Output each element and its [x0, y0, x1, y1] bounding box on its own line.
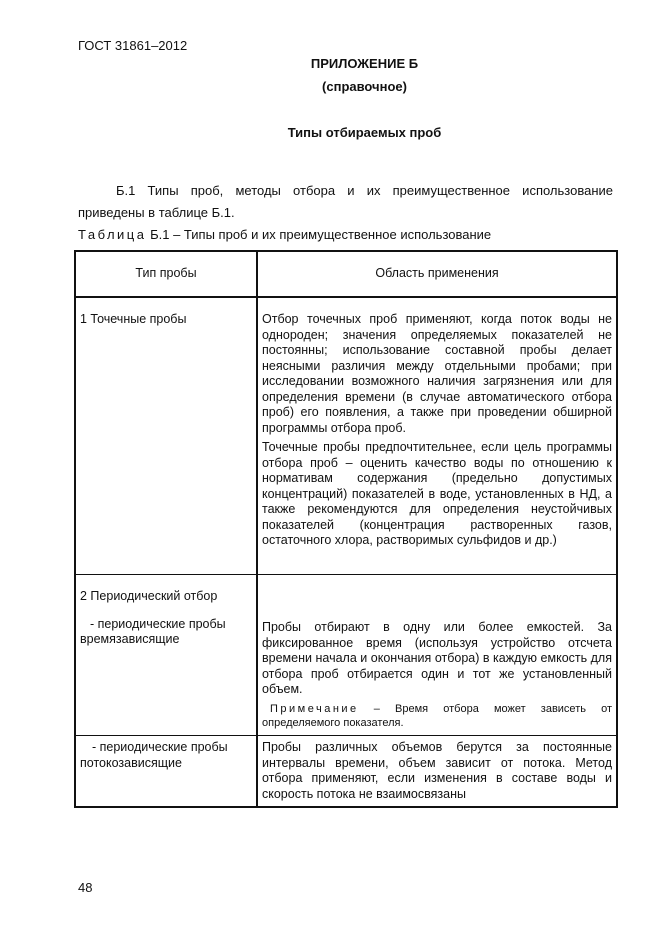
row1-type: 1 Точечные пробы: [80, 312, 187, 326]
row1-usage-paragraph-2: Точечные пробы предпочтительнее, если цель программы отбора проб – оценить качество воды по отношению к нормативам содержания (предельно допустимых концентраций) показателей в воде, установленных в НД, а также рекомендуются для определения неустойчивых показателей (концентрация растворенных газов, остаточного хлора, растворимых сульфидов и др.): [262, 440, 612, 547]
appendix-subtitle: (справочное): [322, 79, 407, 94]
row2-note: [258, 702, 616, 734]
appendix-title: ПРИЛОЖЕНИЕ Б: [310, 56, 419, 71]
row1-usage-cell: [257, 297, 617, 575]
intro-paragraph: Б.1 Типы проб, методы отбора и их преимущественное использование приведены в таблице Б.1.: [78, 183, 613, 220]
section-title: Типы отбираемых проб: [287, 125, 442, 140]
sample-types-table: [74, 250, 618, 808]
row2-subtype: - периодические пробы времязависящие: [80, 616, 226, 646]
row1-usage-paragraph-1: Отбор точечных проб применяют, когда поток воды не однороден; значения определяемых показателей не постоянны; использование составной пробы делает неясными различия между отдельными пробами; при исследовании возможного наличия загрязнения или для определения времени (в случае автоматического отбора проб) его появления, а также при проведении обширной программы отбора проб.: [262, 312, 612, 435]
header-application-area: Область применения: [257, 251, 617, 297]
row3-type: - периодические пробы потокозависящие: [80, 740, 228, 770]
row3-usage-cell: [257, 736, 617, 808]
row2-usage: Пробы отбирают в одну или более емкостей. За фиксированное время (используя устройство отсчета времени начала и окончания отбора) в каждую емкость для отбора проб отбирается один и тот же установленный объем.: [262, 620, 612, 696]
row3-usage: Пробы различных объемов берутся за постоянные интервалы времени, объем зависит от потока. Метод отбора применяют, если изменения в составе воды и скорость потока не взаимосвязаны: [262, 740, 612, 801]
header-sample-type: Тип пробы: [75, 251, 257, 297]
page-number: 48: [78, 880, 93, 895]
note-text: – Время отбора может зависеть от определяемого показателя.: [262, 702, 612, 729]
caption-prefix: Таблица: [78, 227, 147, 242]
table-header-row: [75, 251, 617, 297]
table-row: [75, 297, 617, 575]
row3-type-cell: [75, 736, 257, 808]
table-row: [75, 575, 617, 736]
row2-type-cell: [75, 575, 257, 736]
row2-usage-cell: [257, 575, 617, 736]
row2-type: 2 Периодический отбор: [80, 589, 218, 603]
table-caption: [78, 227, 491, 242]
row1-type-cell: [75, 297, 257, 575]
document-code: ГОСТ 31861–2012: [78, 38, 188, 53]
caption-text: Б.1 – Типы проб и их преимущественное использование: [146, 227, 492, 242]
note-prefix: Примечание: [270, 702, 359, 715]
table-row: [75, 736, 617, 808]
